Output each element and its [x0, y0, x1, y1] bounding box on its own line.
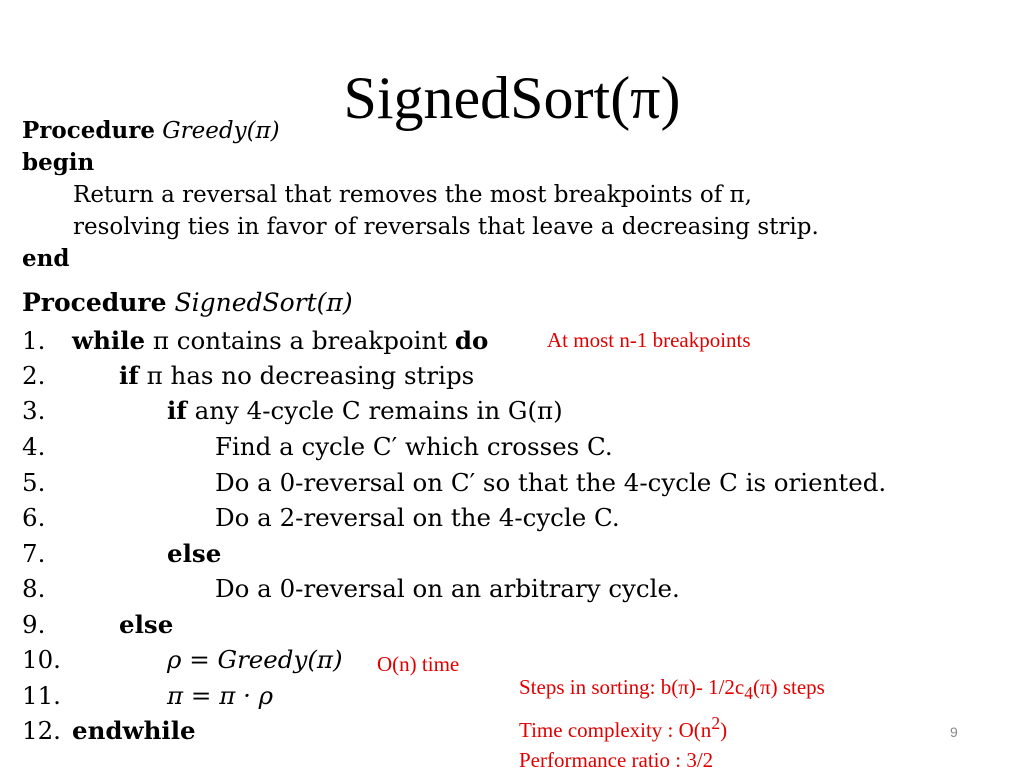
procedure-keyword: Procedure: [22, 117, 155, 144]
line-number: 1.: [22, 326, 46, 355]
line-number: 12.: [22, 716, 61, 745]
time-annotation: O(n) time: [377, 652, 460, 676]
line-body: Do a 0-reversal on an arbitrary cycle.: [215, 574, 680, 603]
signedsort-name: SignedSort(π): [174, 288, 353, 317]
end-keyword: end: [22, 245, 70, 272]
line-number: 5.: [22, 468, 46, 497]
line-number: 8.: [22, 574, 46, 603]
line-body: else: [167, 539, 222, 568]
line-number: 9.: [22, 610, 46, 639]
steps-note: Steps in sorting: b(π)- $1/2c_4(\pi)$ steps: [519, 675, 825, 704]
greedy-heading: [22, 116, 280, 146]
line-number: 11.: [22, 681, 61, 710]
procedure-keyword: Procedure: [22, 288, 167, 317]
line-body: if any 4-cycle C remains in G(π): [167, 396, 563, 425]
line-body: if π has no decreasing strips: [119, 361, 475, 390]
line-body: else: [119, 610, 174, 639]
line-body: Do a 2-reversal on the 4-cycle C.: [215, 503, 620, 532]
line-number: 3.: [22, 396, 46, 425]
line-number: 6.: [22, 503, 46, 532]
line-body: Find a cycle C′ which crosses C.: [215, 432, 613, 461]
line-body: ρ = Greedy(π): [167, 645, 343, 674]
line-number: 4.: [22, 432, 46, 461]
complexity-notes: [519, 672, 825, 775]
line-body: while π contains a breakpoint do: [72, 326, 489, 355]
greedy-line-1: Return a reversal that removes the most breakpoints of π,: [73, 182, 752, 208]
greedy-name: Greedy(π): [162, 118, 280, 144]
ratio-note: Performance ratio : 3/2: [519, 748, 714, 773]
page-number: 9: [950, 724, 958, 740]
line-body: endwhile: [72, 716, 196, 745]
line-body: Do a 0-reversal on C′ so that the 4-cycle C is oriented.: [215, 468, 887, 497]
slide-title: SignedSort(π): [343, 65, 681, 131]
complexity-note: Time complexity : $O(n^2)$: [519, 713, 728, 743]
breakpoints-annotation: At most n-1 breakpoints: [547, 328, 751, 352]
begin-keyword: begin: [22, 149, 95, 176]
line-number: 7.: [22, 539, 46, 568]
line-number: 10.: [22, 645, 61, 674]
line-number: 2.: [22, 361, 46, 390]
line-body: π = π · ρ: [167, 681, 274, 710]
signedsort-heading: [22, 288, 353, 318]
greedy-line-2: resolving ties in favor of reversals that leave a decreasing strip.: [73, 214, 819, 240]
